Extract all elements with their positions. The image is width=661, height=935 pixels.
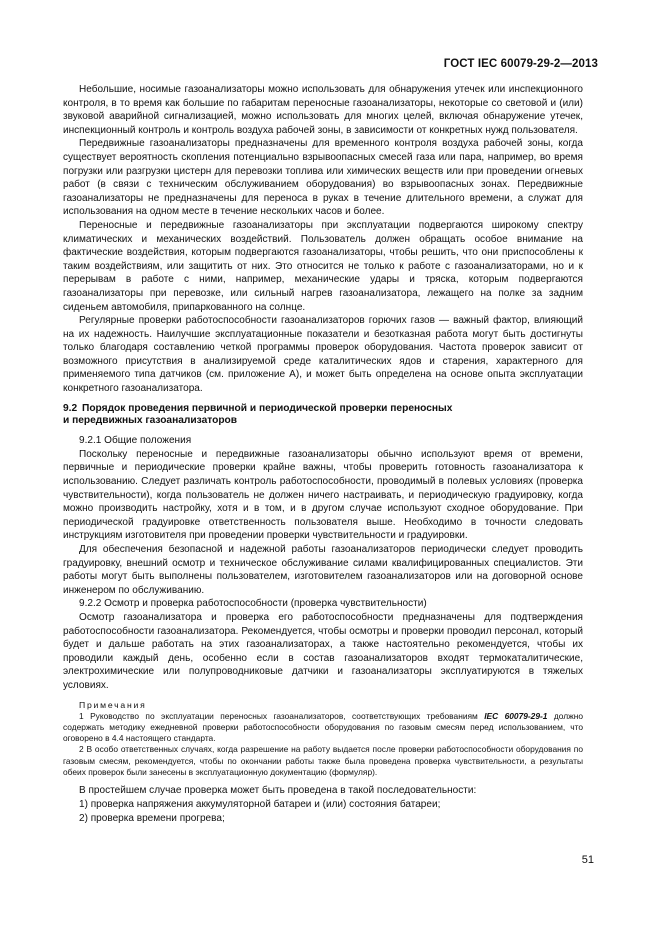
section-title-line1: Порядок проведения первичной и периодической проверки переносных: [82, 402, 453, 414]
section-title-line2: и передвижных газоанализаторов: [63, 415, 238, 427]
note-2: 2 В особо ответственных случаях, когда разрешение на работу выдается после проверки работоспособности оборудования по газовым смесям, рекомендуется, чтобы по окончании работы также была проведена проверка чувствительности, а результаты обеих проверок были занесены в эксплуатационную документацию (формуляр).: [63, 744, 583, 778]
page-body: [63, 83, 583, 825]
note-1: [63, 711, 583, 745]
note-1-standard-ref: IEC 60079-29-1: [484, 710, 548, 721]
note-1-text-end: должно содержать методику ежедневной проверки работоспособности оборудования по газовым смесям перед использованием, что оговорено в 4.4 настоящего стандарта.: [63, 710, 583, 744]
sequence-item-1: 1) проверка напряжения аккумуляторной батареи и (или) состояния батареи;: [79, 798, 441, 810]
standard-header: ГОСТ IEC 60079-29-2—2013: [443, 58, 598, 70]
paragraph: Передвижные газоанализаторы предназначены для временного контроля воздуха рабочей зоны, когда существует вероятность скопления потенциально взрывоопасных смесей газа или пара, например, во время погрузки или разгрузки цистерн для перевозки топлива или химических веществ или при проведении огневых работ (в связи с техническим обслуживанием оборудования) во взрывоопасных зонах. Передвижные газоанализаторы не предназначены для переноса в руках в течение длительного времени, а служат для использования на одном месте в течение нескольких часов и более.: [63, 138, 583, 218]
paragraph: Осмотр газоанализатора и проверка его работоспособности предназначены для подтверждения работоспособности газоанализатора. Рекомендуется, чтобы осмотры и проверки проводил персонал, который будет и дальше работать на этих газоанализаторах, а также настоятельно рекомендуется, чтобы их проводили каждый день, особенно если в состав газоанализаторов входят термокаталитические, электрохимические или полупроводниковые датчики и газоанализаторы эксплуатируются в тяжелых условиях.: [63, 611, 583, 691]
sequence-intro: В простейшем случае проверка может быть проведена в такой последовательности:: [79, 785, 477, 797]
note-1-text-start: 1 Руководство по эксплуатации переносных газоанализаторов, соответствующих требованиям: [79, 710, 485, 721]
paragraph: Поскольку переносные и передвижные газоанализаторы обычно используют время от времени, первичные и периодические проверки крайне важны, чтобы проверить готовность газоанализатора к использованию. Следует различать контроль работоспособности, проводимый в полевых условиях (проверка чувствительности), когда пользователь не должен ничего настраивать, и периодическую градуировку, когда можно производить настройку, хотя и в том, и в другом случае используют сходное оборудование. При периодической градуировке ответственность пользователя выше. Необходимо в точности следовать инструкциям изготовителя при проведении проверки чувствительности и градуировки.: [63, 448, 583, 542]
paragraph: Небольшие, носимые газоанализаторы можно использовать для обнаружения утечек или инспекционного контроля, в то время как большие по габаритам переносные газоанализаторы, некоторые со световой и (или) звуковой аварийной сигнализацией, можно использовать для многих целей, включая обнаружение утечек, инспекционный контроль и контроль воздуха рабочей зоны, в зависимости от конкретных нужд пользователя.: [63, 84, 583, 136]
subsection-heading-9-2-2: 9.2.2 Осмотр и проверка работоспособности (проверка чувствительности): [79, 598, 427, 610]
page-number: 51: [581, 854, 594, 866]
notes-title: Примечания: [79, 699, 147, 710]
section-number: 9.2: [63, 402, 78, 414]
section-heading-9-2: [63, 403, 583, 429]
paragraph: Регулярные проверки работоспособности газоанализаторов горючих газов — важный фактор, влияющий на их надежность. Наилучшие эксплуатационные показатели и безотказная работа могут быть достигнуты только благодаря составлению четкой программы проверок оборудования. Частота проверок зависит от возможного присутствия в анализируемой среде каталитических ядов и старения, характерного для применяемого типа датчиков (см. приложение А), и может быть определена на основе опыта эксплуатации конкретного газоанализатора.: [63, 315, 583, 395]
paragraph: Переносные и передвижные газоанализаторы при эксплуатации подвергаются широкому спектру климатических и механических воздействий. Пользователь должен обращать особое внимание на фактические воздействия, которым подвергаются газоанализаторы, чтобы решить, что они приспособлены к таким воздействиям, или защитить от них. Это относится не только к работе с газоанализаторами, но и к перерывам в работе с ними, например, механические удары и тряска, которым подвергаются газоанализаторы при перевозке, или сильный нагрев газоанализатора, лежащего на полке за задним сиденьем автомобиля, припаркованного на солнце.: [63, 219, 583, 313]
subsection-heading-9-2-1: 9.2.1 Общие положения: [79, 435, 192, 447]
paragraph: Для обеспечения безопасной и надежной работы газоанализаторов периодически следует проводить градуировку, внешний осмотр и техническое обслуживание силами квалифицированных специалистов. Эти работы могут быть выполнены пользователем, изготовителем газоанализаторов или на договорной основе инженером по обслуживанию.: [63, 544, 583, 596]
sequence-item-2: 2) проверка времени прогрева;: [79, 812, 225, 824]
